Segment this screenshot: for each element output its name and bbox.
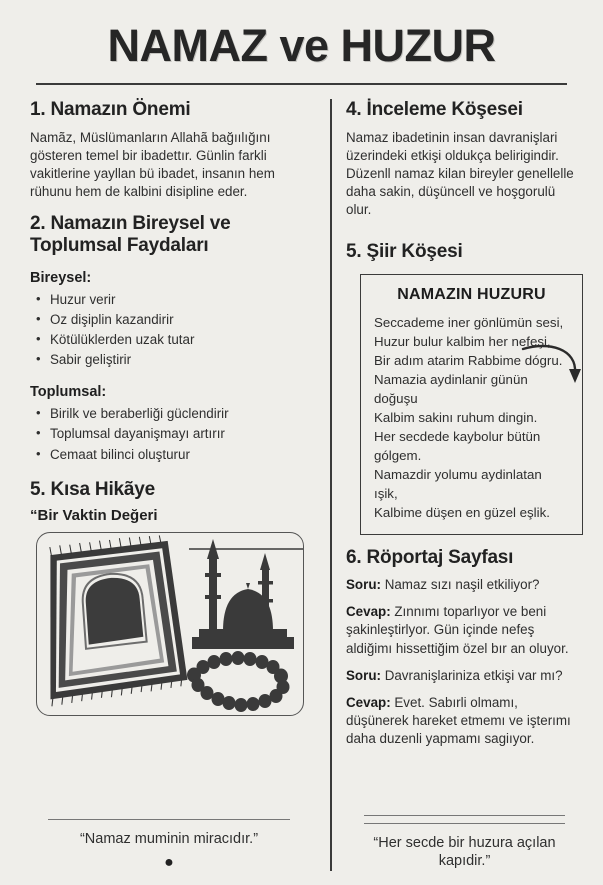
poem-line: Kalbim sakinı ruhum dingin. bbox=[374, 409, 538, 425]
left-column bbox=[0, 99, 330, 871]
two-column-layout bbox=[0, 99, 603, 871]
qa-label: Cevap: bbox=[346, 695, 391, 711]
interview-qa-item bbox=[346, 603, 583, 658]
prayer-rug-icon bbox=[40, 534, 189, 706]
illustration-card bbox=[36, 532, 304, 716]
section-body-inceleme-kosesi: Namaz ibadetinin insan davranişlari üzerindeki etkişi oldukça belirigindir. Düzenll namaz kilan bireyler genellelle daha sakin, düşüncell ve hoşgorulü olur. bbox=[346, 129, 574, 218]
list-item: • Oz dişiplin kazandirir bbox=[36, 310, 308, 330]
section-heading-namazin-onemi: 1. Namazın Önemi bbox=[30, 99, 191, 121]
illustration-svg bbox=[37, 533, 304, 713]
list-toplumsal bbox=[30, 404, 308, 464]
left-spacer bbox=[30, 716, 308, 809]
qa-text: Evet. Sabırli olmamı, düşünerek hareket etmemı ve işterımı daha duzenli yapmamı sagiıyor. bbox=[346, 695, 571, 747]
page-title: NAMAZ ve HUZUR bbox=[107, 20, 496, 71]
footer-dot-icon: ● bbox=[164, 854, 174, 872]
right-footer-quote: “Her secde bir huzura açılan kapıdir.” bbox=[373, 834, 556, 870]
right-column bbox=[330, 99, 603, 871]
section-heading-faydalari: 2. Namazın Bireysel ve Toplumsal Faydaları bbox=[30, 213, 231, 257]
subheading-bireysel: Bireysel: bbox=[30, 269, 92, 286]
left-footer-quote: “Namaz muminin miracıdır.” bbox=[79, 831, 259, 848]
mosque-icon bbox=[189, 539, 304, 649]
section-heading-roportaj-sayfasi: 6. Röportaj Sayfası bbox=[346, 546, 514, 568]
poem-line: Her secdede kaybolur bütün bbox=[374, 428, 541, 444]
section-heading-inceleme-kosesi: 4. İnceleme Köşesei bbox=[346, 99, 523, 121]
prayer-beads-icon bbox=[187, 651, 290, 712]
list-item: • Birilk ve beraberliği güclendirir bbox=[36, 404, 308, 424]
list-bireysel bbox=[30, 290, 308, 370]
story-title: “Bir Vaktin Değeri bbox=[30, 507, 158, 525]
left-footer-divider bbox=[48, 819, 290, 820]
interview-qa-item bbox=[346, 576, 583, 594]
list-item: • Cemaat bilinci oluşturur bbox=[36, 445, 308, 465]
subheading-toplumsal: Toplumsal: bbox=[30, 384, 107, 401]
poem-line: Huzur bulur kalbim her nefeşi, bbox=[374, 333, 551, 349]
qa-text: Davranişlariniza etkişi var mı? bbox=[380, 667, 563, 683]
right-footer-divider-2 bbox=[364, 823, 565, 824]
poem-line: Namazdir yolumu aydinlatan ışik, bbox=[374, 466, 542, 501]
qa-text: Zınnımı toparlıyor ve beni şakinleştirlyor. Gün içinde nefeş aldiğimı hissettiğim özel bır an oluyor. bbox=[346, 604, 569, 656]
poem-title: NAMAZIN HUZURU bbox=[397, 285, 546, 303]
interview-qa-item bbox=[346, 667, 583, 685]
section-heading-siir-kosesi: 5. Şiir Köşesi bbox=[346, 241, 463, 263]
qa-label: Cevap: bbox=[346, 604, 391, 620]
section-body-namazin-onemi: Namãz, Müslümanların Allahã bağıılığını gösteren temel bir ibadettır. Günlin farkli vakitlerine yayllan bü ibadet, insanın hem rühunu hem de kalbini disipline eder. bbox=[30, 129, 275, 199]
list-item: • Sabir geliştirir bbox=[36, 350, 308, 370]
poem-line: Namazia aydinlanir günün doğuşu bbox=[374, 371, 528, 406]
list-item: • Toplumsal dayanişmayı artırır bbox=[36, 424, 308, 444]
section-heading-kisa-hikaye: 5. Kısa Hikãye bbox=[30, 478, 156, 500]
right-footer-divider-1 bbox=[364, 815, 565, 816]
interview-qa-item bbox=[346, 694, 583, 749]
list-item: • Huzur verir bbox=[36, 290, 308, 310]
qa-label: Soru: bbox=[346, 667, 381, 683]
poem-line: Seccademe iner gönlümün sesi, bbox=[374, 314, 564, 330]
poem-line: Bir adım atarim Rabbime dógru. bbox=[374, 352, 563, 368]
right-spacer bbox=[346, 758, 583, 805]
list-item: • Kötülüklerden uzak tutar bbox=[36, 330, 308, 350]
title-divider bbox=[36, 83, 567, 85]
qa-label: Soru: bbox=[346, 576, 381, 592]
poem-line: Kalbime düşen en güzel eşlik. bbox=[374, 504, 550, 520]
qa-text: Namaz sızı naşil etkiliyor? bbox=[380, 576, 540, 592]
poem-box bbox=[360, 274, 583, 535]
poem-line: gólgem. bbox=[374, 447, 422, 463]
